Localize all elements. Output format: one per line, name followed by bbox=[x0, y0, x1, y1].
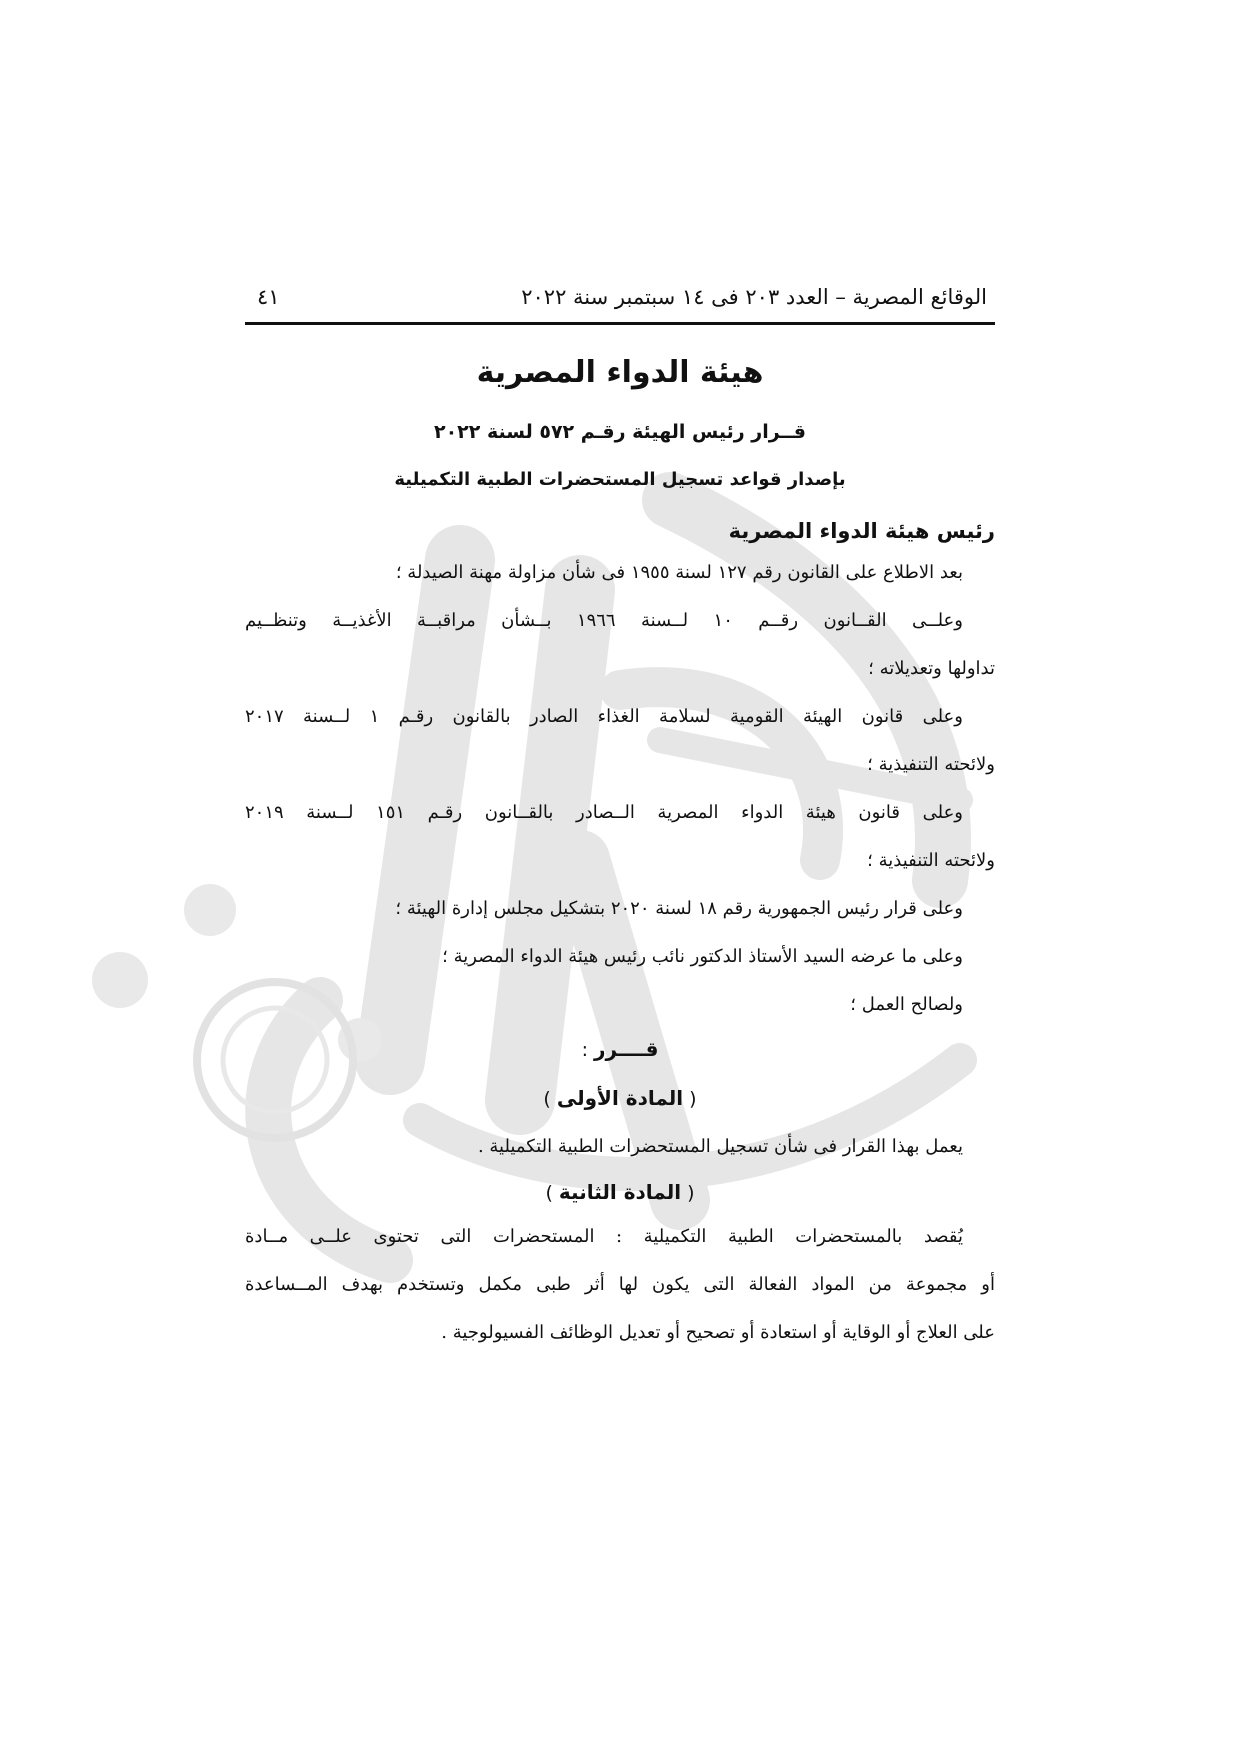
decided-word: قــــرر bbox=[594, 1037, 659, 1061]
article-2-line: يُقصد بالمستحضرات الطبية التكميلية : المستحضرات التى تحتوى علــى مــادة bbox=[245, 1226, 963, 1247]
paren-close: ) bbox=[543, 1088, 551, 1110]
header-rule bbox=[245, 322, 995, 325]
page-number: ٤١ bbox=[257, 285, 280, 309]
article-1-heading bbox=[245, 1077, 995, 1119]
article-1-title: المادة الأولى bbox=[556, 1086, 684, 1110]
paren-close: ) bbox=[545, 1182, 553, 1204]
preamble-line: وعلى ما عرضه السيد الأستاذ الدكتور نائب رئيس هيئة الدواء المصرية ؛ bbox=[442, 946, 963, 967]
article-2-title: المادة الثانية bbox=[558, 1180, 682, 1204]
preamble-line: وعلــى القــانون رقــم ١٠ لــسنة ١٩٦٦ بــشأن مراقبــة الأغذيــة وتنظــيم bbox=[245, 610, 963, 631]
paren-open: ( bbox=[687, 1182, 695, 1204]
president-heading: رئيس هيئة الدواء المصرية bbox=[728, 519, 995, 543]
article-2-line: أو مجموعة من المواد الفعالة التى يكون لها أثر طبى مكمل وتستخدم بهدف المــساعدة bbox=[245, 1274, 995, 1295]
preamble-line: بعد الاطلاع على القانون رقم ١٢٧ لسنة ١٩٥٥ فى شأن مزاولة مهنة الصيدلة ؛ bbox=[395, 562, 963, 583]
article-1-text: يعمل بهذا القرار فى شأن تسجيل المستحضرات الطبية التكميلية . bbox=[477, 1136, 963, 1157]
preamble-line: وعلى قرار رئيس الجمهورية رقم ١٨ لسنة ٢٠٢٠ بتشكيل مجلس إدارة الهيئة ؛ bbox=[395, 898, 963, 919]
page-header bbox=[245, 285, 995, 319]
preamble-line: ولائحته التنفيذية ؛ bbox=[867, 754, 995, 775]
gazette-title: الوقائع المصرية – العدد ٢٠٣ فى ١٤ سبتمبر سنة ٢٠٢٢ bbox=[521, 285, 987, 309]
agency-title: هيئة الدواء المصرية bbox=[476, 355, 764, 390]
paren-open: ( bbox=[689, 1088, 697, 1110]
preamble-line: وعلى قانون هيئة الدواء المصرية الــصادر بالقــانون رقـم ١٥١ لــسنة ٢٠١٩ bbox=[245, 802, 963, 823]
preamble-line: ولصالح العمل ؛ bbox=[850, 994, 963, 1015]
decided-colon: : bbox=[581, 1039, 588, 1061]
preamble-line: وعلى قانون الهيئة القومية لسلامة الغذاء الصادر بالقانون رقـم ١ لــسنة ٢٠١٧ bbox=[245, 706, 963, 727]
article-2-line: على العلاج أو الوقاية أو استعادة أو تصحيح أو تعديل الوظائف الفسيولوجية . bbox=[441, 1322, 995, 1343]
decree-title: قــرار رئيس الهيئة رقـم ٥٧٢ لسنة ٢٠٢٢ bbox=[433, 421, 806, 443]
gazette-page bbox=[245, 285, 995, 1357]
article-2-heading bbox=[245, 1171, 995, 1213]
preamble-line: ولائحته التنفيذية ؛ bbox=[867, 850, 995, 871]
preamble-line: تداولها وتعديلاته ؛ bbox=[868, 658, 995, 679]
decided-heading bbox=[245, 1037, 995, 1077]
decree-subject: بإصدار قواعد تسجيل المستحضرات الطبية التكميلية bbox=[394, 469, 846, 490]
